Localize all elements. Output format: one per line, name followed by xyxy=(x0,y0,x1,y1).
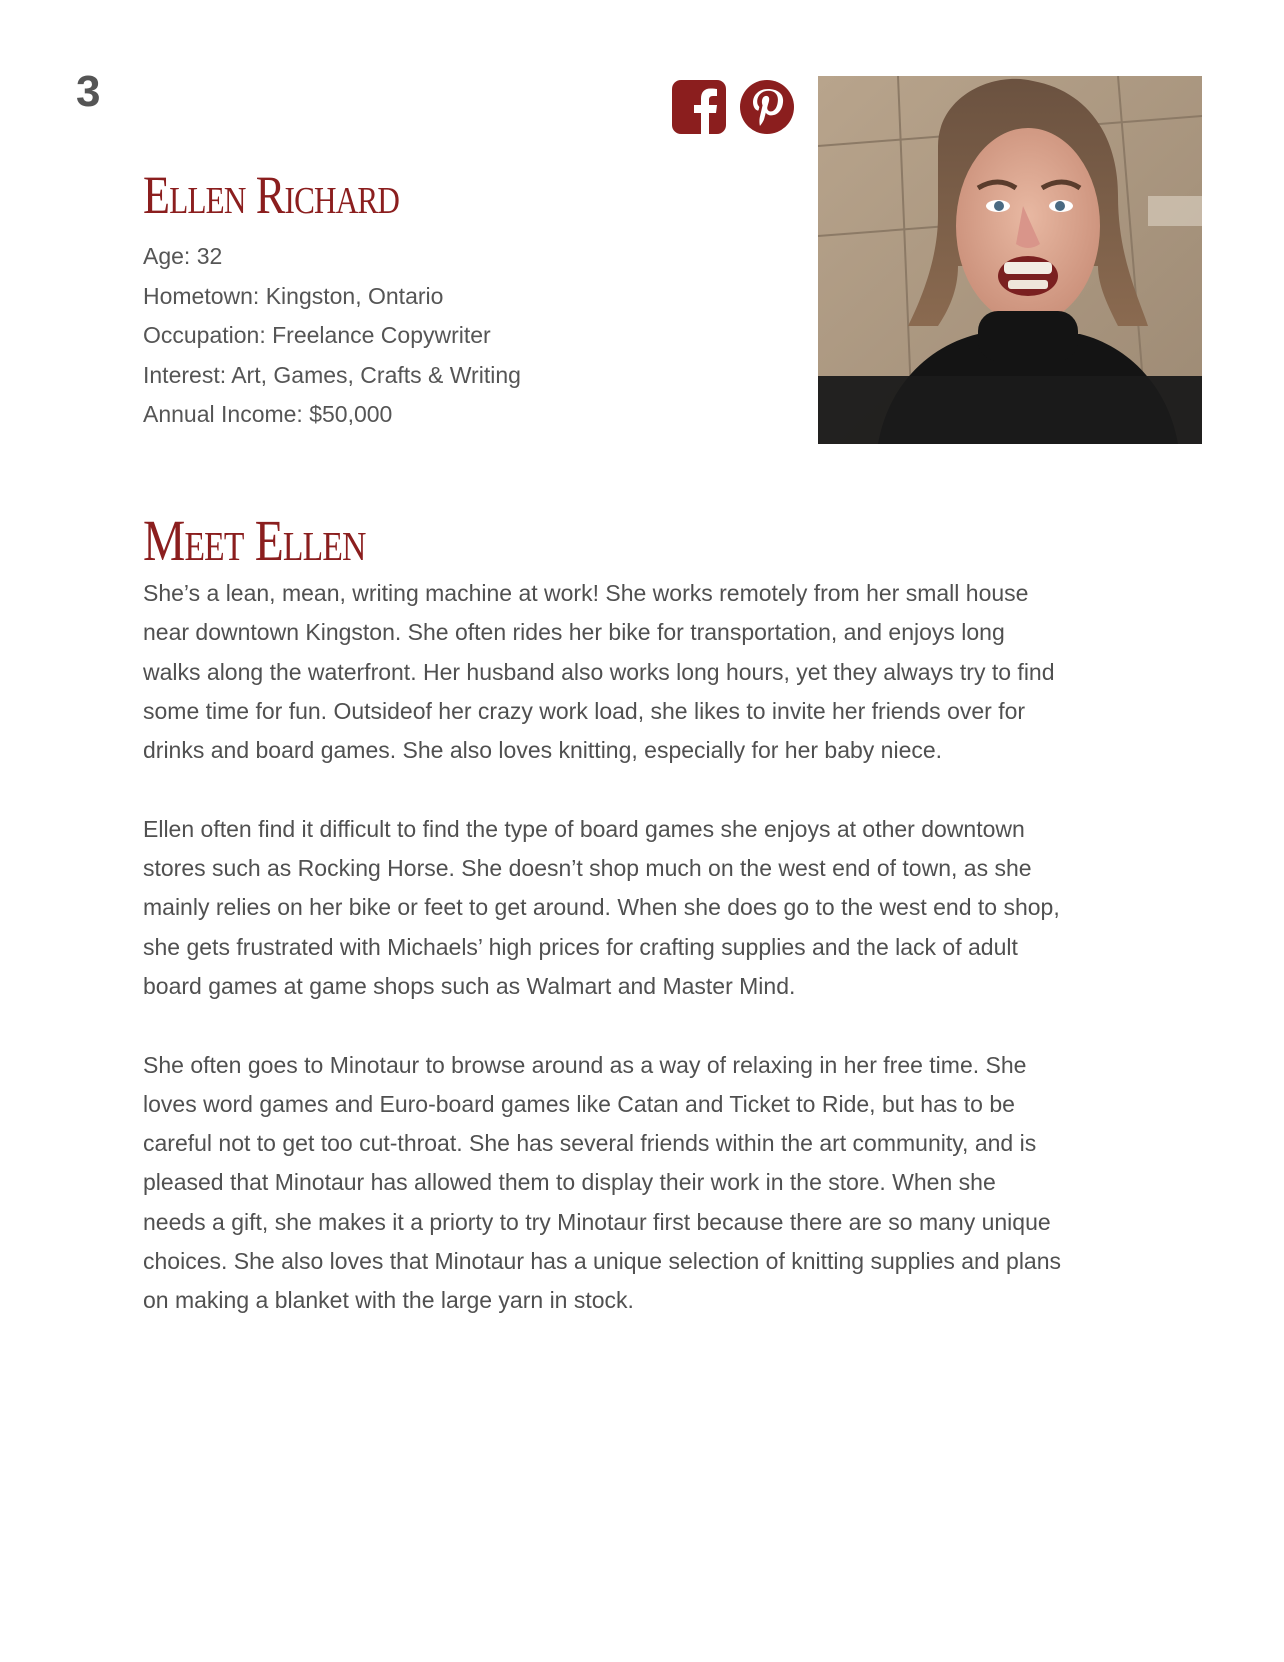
persona-facts xyxy=(143,237,521,435)
paragraph-1: She’s a lean, mean, writing machine at work! She works remotely from her small house near downtown Kingston. She often rides her bike for transportation, and enjoys long walks along the waterfront. Her husband also works long hours, yet they always try to find some time for fun. Outsideof her crazy work load, she likes to invite her friends over for drinks and board games. She also loves knitting, especially for her baby niece. xyxy=(143,580,1055,764)
page-number: 3 xyxy=(76,67,101,116)
paragraph-2: Ellen often find it difficult to find the type of board games she enjoys at other downtown stores such as Rocking Horse. She doesn’t shop much on the west end of town, as she mainly relies on her bike or feet to get around. When she does go to the west end to shop, she gets frustrated with Michaels’ high prices for crafting supplies and the lack of adult board games at game shops such as Walmart and Master Mind. xyxy=(143,815,1060,999)
fact-age: Age: 32 xyxy=(143,243,223,269)
social-links xyxy=(672,80,794,134)
meet-heading: Meet Ellen xyxy=(143,508,366,573)
fact-occupation: Occupation: Freelance Copywriter xyxy=(143,322,491,348)
fact-interest: Interest: Art, Games, Crafts & Writing xyxy=(143,361,521,388)
paragraph-3: She often goes to Minotaur to browse around as a way of relaxing in her free time. She loves word games and Euro-board games like Catan and Ticket to Ride, but has to be careful not to get too cut-throat. She has several friends within the art community, and is pleased that Minotaur has allowed them to display their work in the store. When she needs a gift, she makes it a priorty to try Minotaur first because there are so many unique choices. She also loves that Minotaur has a unique selection of knitting supplies and plans on making a blanket with the large yarn in stock. xyxy=(143,1051,1062,1314)
fact-income: Annual Income: $50,000 xyxy=(143,401,393,427)
persona-name: Ellen Richard xyxy=(143,165,400,225)
persona-photo xyxy=(818,76,1202,444)
fact-hometown: Hometown: Kingston, Ontario xyxy=(143,282,444,309)
facebook-icon[interactable] xyxy=(672,80,726,134)
meet-body xyxy=(143,574,1063,1360)
pinterest-icon[interactable] xyxy=(740,80,794,134)
